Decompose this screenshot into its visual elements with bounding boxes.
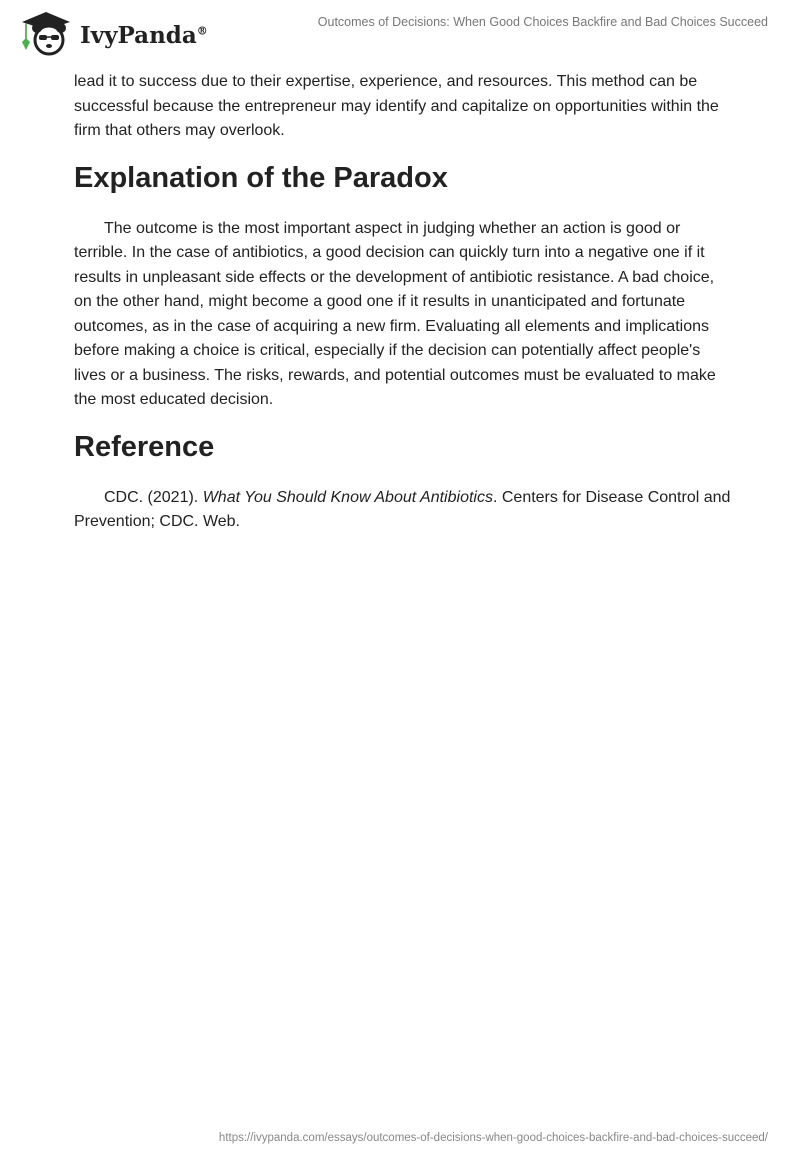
logo-text: IvyPanda® [80,21,208,49]
section-heading-paradox: Explanation of the Paradox [74,161,448,194]
panda-graduate-icon [18,8,74,56]
section-heading-reference: Reference [74,430,215,463]
ivypanda-logo[interactable] [18,8,208,56]
source-url[interactable]: https://ivypanda.com/essays/outcomes-of-decisions-when-good-choices-backfire-and-bad-choices-succeed/ [218,1132,768,1144]
essay-content [74,70,734,535]
document-title: Outcomes of Decisions: When Good Choices Backfire and Bad Choices Succeed [317,15,768,29]
paradox-paragraph: The outcome is the most important aspect in judging whether an action is good or terrible. In the case of antibiotics, a good decision can quickly turn into a negative one if it results in unpleasant side effects or the development of antibiotic resistance. A bad choice, on the other hand, might become a good one if it results in unanticipated and fortunate outcomes, as in the case of acquiring a new firm. Evaluating all elements and implications before making a choice is critical, especially if the decision can potentially affect people's lives or a business. The risks, rewards, and potential outcomes must be evaluated to make the most educated decision. [74,219,716,408]
reference-entry: CDC. (2021). What You Should Know About Antibiotics. Centers for Disease Control and Prevention; CDC. Web. [74,488,731,530]
intro-paragraph: lead it to success due to their expertise, experience, and resources. This method can be successful because the entrepreneur may identify and capitalize on opportunities within the firm that others may overlook. [74,73,719,139]
reference-title: What You Should Know About Antibiotics [202,488,493,506]
